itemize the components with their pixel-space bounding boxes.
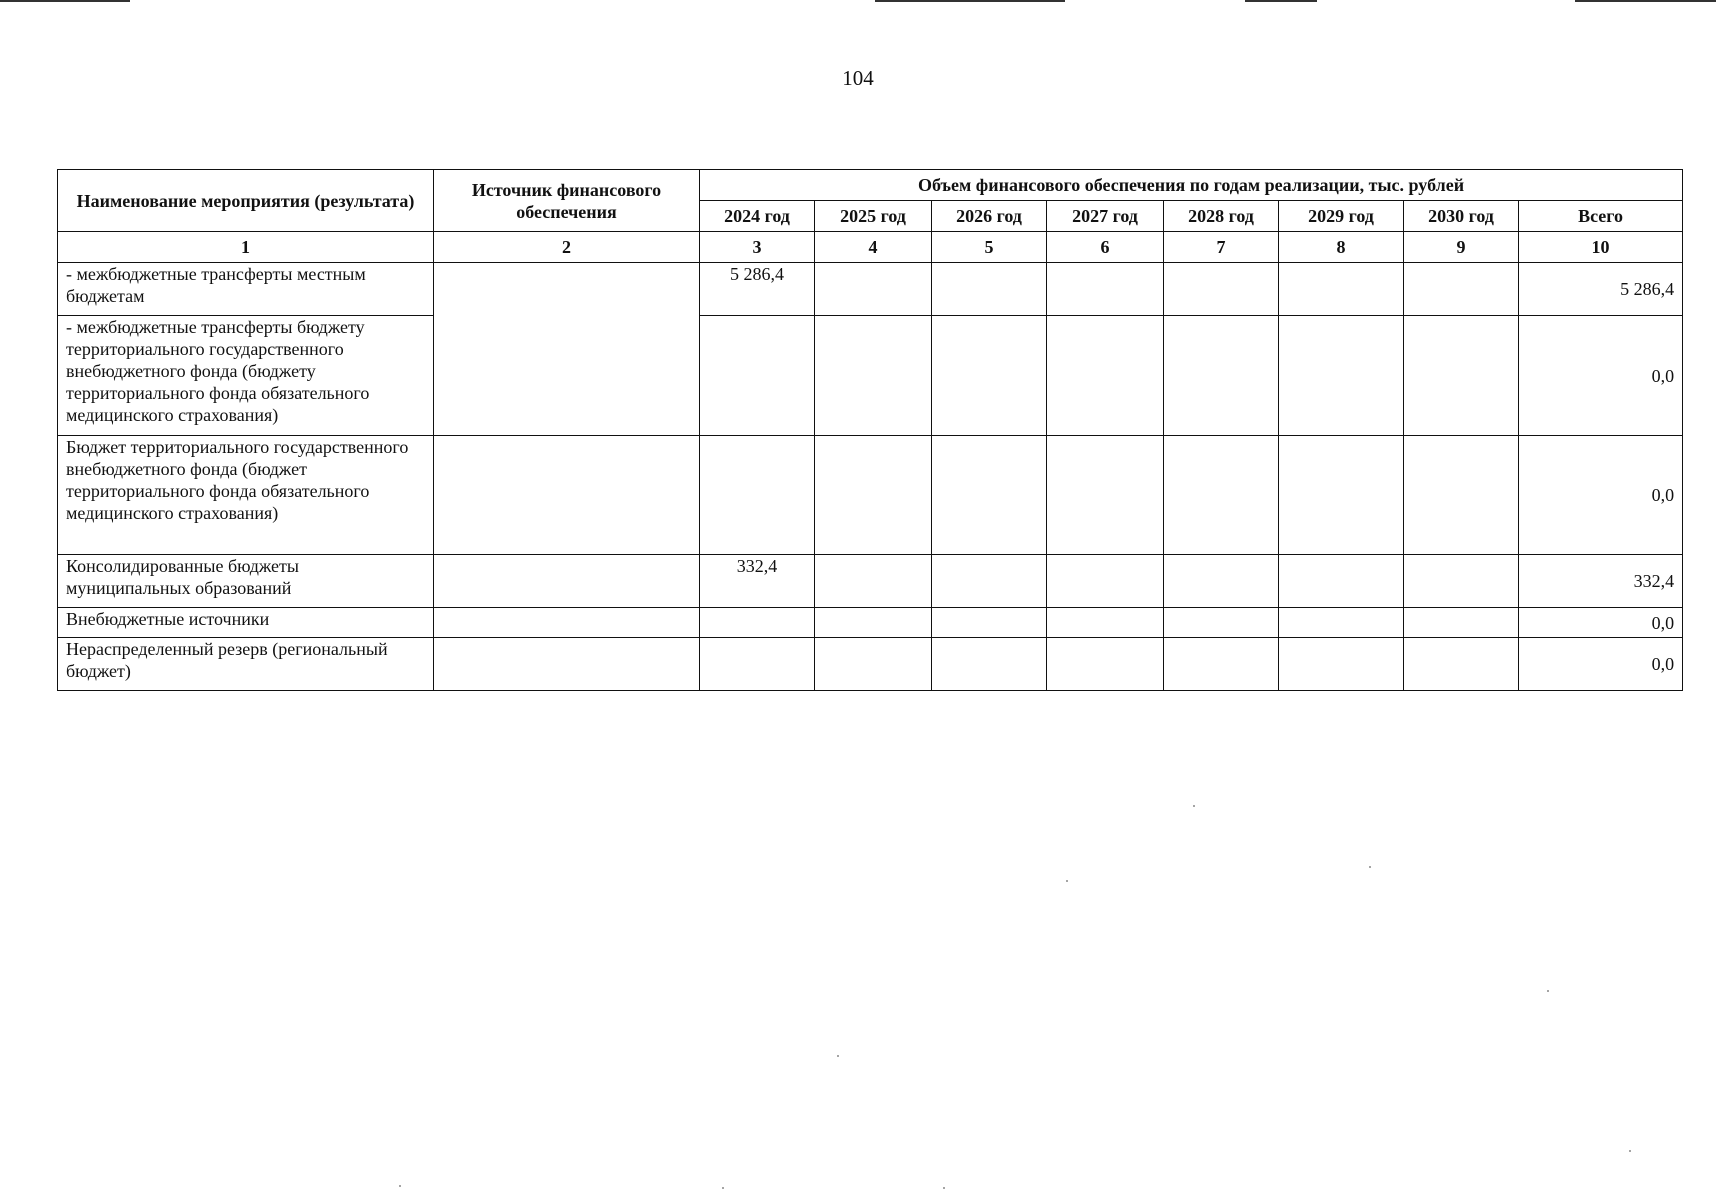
value-cell bbox=[1279, 638, 1404, 691]
page-number: 104 bbox=[842, 66, 874, 90]
value-cell bbox=[1047, 555, 1164, 608]
scan-speck bbox=[1193, 805, 1195, 807]
value-cell bbox=[1279, 263, 1404, 316]
value-cell bbox=[1047, 436, 1164, 555]
total-cell: 0,0 bbox=[1519, 436, 1683, 555]
header-source: Источник финансового обеспечения bbox=[434, 170, 700, 232]
scan-speck bbox=[1547, 990, 1549, 992]
value-cell bbox=[815, 436, 932, 555]
header-year: 2028 год bbox=[1164, 201, 1279, 232]
header-name: Наименование мероприятия (результата) bbox=[58, 170, 434, 232]
table-row bbox=[58, 316, 1683, 436]
column-number: 3 bbox=[700, 232, 815, 263]
column-number: 7 bbox=[1164, 232, 1279, 263]
column-number: 6 bbox=[1047, 232, 1164, 263]
row-source bbox=[434, 555, 700, 608]
value-cell bbox=[932, 436, 1047, 555]
value-cell bbox=[1164, 608, 1279, 638]
value-cell bbox=[1404, 436, 1519, 555]
row-name: - межбюджетные трансферты местным бюджетам bbox=[58, 263, 434, 316]
value-cell bbox=[700, 436, 815, 555]
scan-edge-line bbox=[1575, 0, 1716, 2]
value-cell: 332,4 bbox=[700, 555, 815, 608]
financing-table bbox=[57, 169, 1683, 691]
scan-speck bbox=[943, 1187, 945, 1189]
value-cell bbox=[815, 316, 932, 436]
row-name: Нераспределенный резерв (региональный бюджет) bbox=[58, 638, 434, 691]
value-cell bbox=[1404, 608, 1519, 638]
value-cell bbox=[700, 638, 815, 691]
value-cell bbox=[1279, 316, 1404, 436]
scan-speck bbox=[1066, 880, 1068, 882]
value-cell bbox=[932, 608, 1047, 638]
row-source bbox=[434, 608, 700, 638]
column-number: 10 bbox=[1519, 232, 1683, 263]
scan-edge-line bbox=[1245, 0, 1317, 2]
column-number: 4 bbox=[815, 232, 932, 263]
value-cell bbox=[815, 555, 932, 608]
column-number: 9 bbox=[1404, 232, 1519, 263]
total-cell: 332,4 bbox=[1519, 555, 1683, 608]
value-cell bbox=[1047, 316, 1164, 436]
header-year: 2030 год bbox=[1404, 201, 1519, 232]
value-cell bbox=[1164, 638, 1279, 691]
header-row bbox=[58, 170, 1683, 201]
scan-speck bbox=[1629, 1150, 1631, 1152]
value-cell bbox=[1404, 263, 1519, 316]
header-year: 2024 год bbox=[700, 201, 815, 232]
row-source bbox=[434, 263, 700, 436]
header-year: 2029 год bbox=[1279, 201, 1404, 232]
table-row bbox=[58, 436, 1683, 555]
column-number: 2 bbox=[434, 232, 700, 263]
total-cell: 5 286,4 bbox=[1519, 263, 1683, 316]
value-cell bbox=[1404, 555, 1519, 608]
total-cell: 0,0 bbox=[1519, 608, 1683, 638]
column-number: 8 bbox=[1279, 232, 1404, 263]
column-number: 5 bbox=[932, 232, 1047, 263]
header-year: 2026 год bbox=[932, 201, 1047, 232]
scan-speck bbox=[1369, 866, 1371, 868]
value-cell bbox=[932, 555, 1047, 608]
row-name: Консолидированные бюджеты муниципальных образований bbox=[58, 555, 434, 608]
scan-edge-line bbox=[875, 0, 1065, 2]
value-cell bbox=[1279, 436, 1404, 555]
value-cell bbox=[1164, 436, 1279, 555]
value-cell bbox=[1279, 608, 1404, 638]
column-number: 1 bbox=[58, 232, 434, 263]
value-cell bbox=[1164, 555, 1279, 608]
row-source bbox=[434, 638, 700, 691]
value-cell bbox=[1279, 555, 1404, 608]
row-name: Бюджет территориального государственного внебюджетного фонда (бюджет территориального фонда обязательного медицинского страхования) bbox=[58, 436, 434, 555]
value-cell bbox=[932, 263, 1047, 316]
scan-speck bbox=[837, 1055, 839, 1057]
value-cell bbox=[1404, 316, 1519, 436]
value-cell bbox=[1164, 316, 1279, 436]
value-cell bbox=[700, 608, 815, 638]
value-cell bbox=[1047, 638, 1164, 691]
table-row bbox=[58, 608, 1683, 638]
header-funding-group: Объем финансового обеспечения по годам реализации, тыс. рублей bbox=[700, 170, 1683, 201]
total-cell: 0,0 bbox=[1519, 316, 1683, 436]
scan-edge-line bbox=[0, 0, 130, 2]
row-name: - межбюджетные трансферты бюджету территориального государственного внебюджетного фонда (бюджету территориального фонда обязательного медицинского страхования) bbox=[58, 316, 434, 436]
value-cell: 5 286,4 bbox=[700, 263, 815, 316]
row-name: Внебюджетные источники bbox=[58, 608, 434, 638]
header-year: 2027 год bbox=[1047, 201, 1164, 232]
column-numbers-row bbox=[58, 232, 1683, 263]
value-cell bbox=[815, 263, 932, 316]
table-row bbox=[58, 638, 1683, 691]
table-row bbox=[58, 263, 1683, 316]
value-cell bbox=[1047, 608, 1164, 638]
scan-speck bbox=[722, 1187, 724, 1189]
header-year: 2025 год bbox=[815, 201, 932, 232]
row-source bbox=[434, 436, 700, 555]
value-cell bbox=[700, 316, 815, 436]
scan-speck bbox=[399, 1185, 401, 1187]
value-cell bbox=[815, 608, 932, 638]
value-cell bbox=[932, 638, 1047, 691]
value-cell bbox=[1404, 638, 1519, 691]
header-total: Всего bbox=[1519, 201, 1683, 232]
value-cell bbox=[932, 316, 1047, 436]
value-cell bbox=[1164, 263, 1279, 316]
table-row bbox=[58, 555, 1683, 608]
total-cell: 0,0 bbox=[1519, 638, 1683, 691]
value-cell bbox=[815, 638, 932, 691]
value-cell bbox=[1047, 263, 1164, 316]
